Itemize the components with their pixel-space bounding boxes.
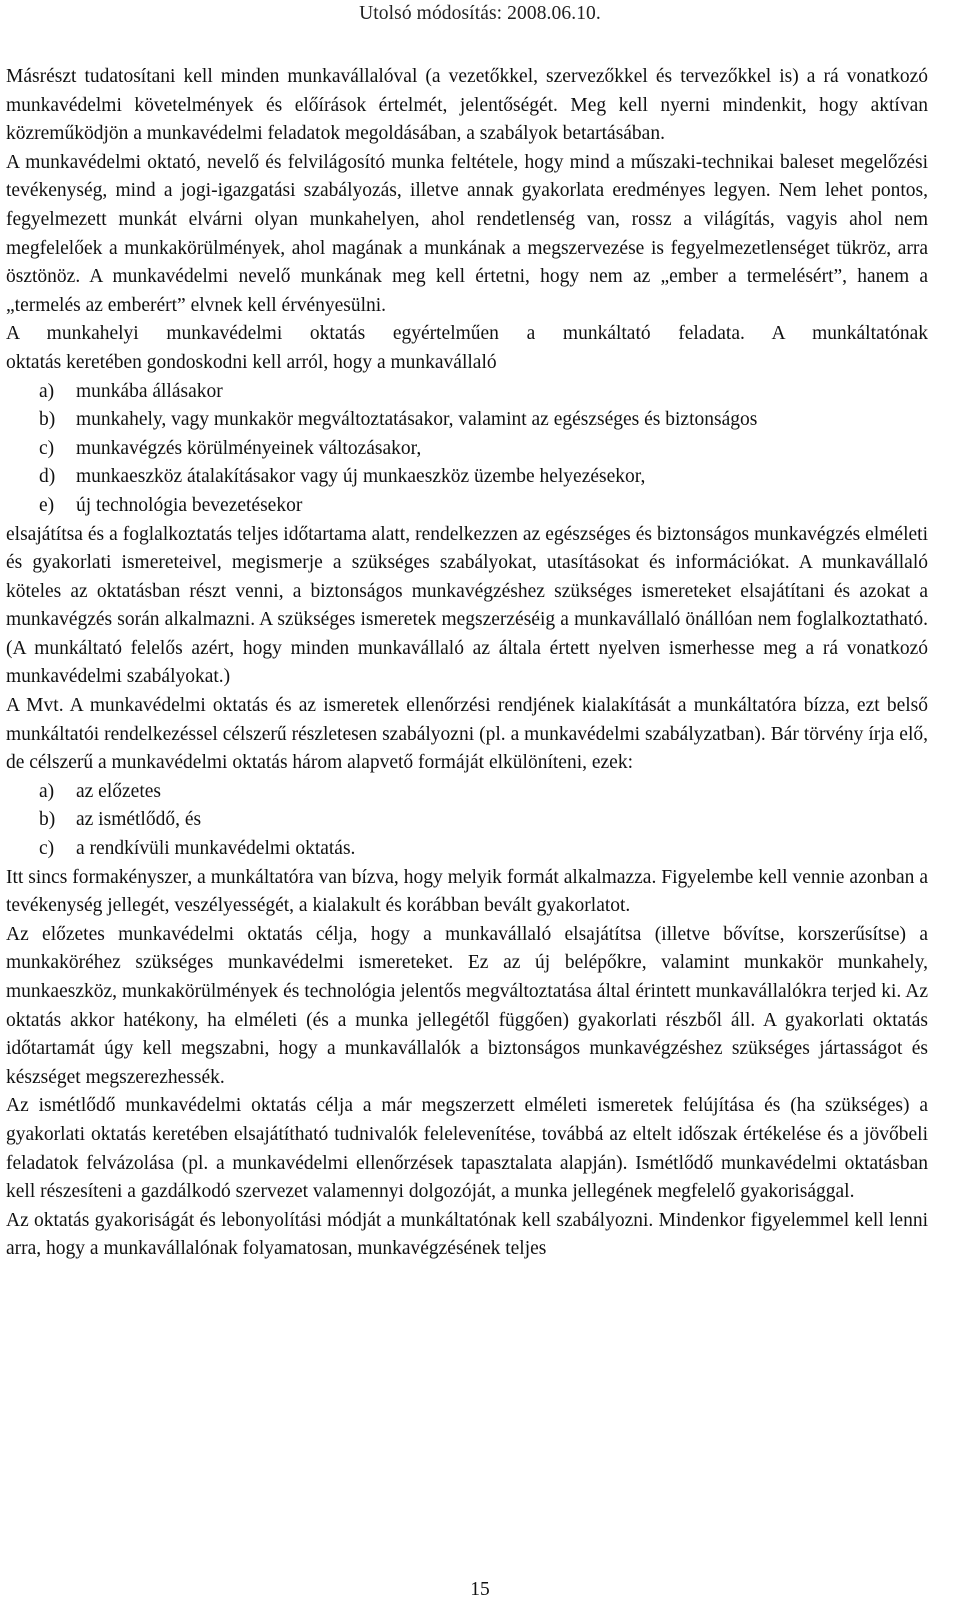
paragraph-education-conditions: A munkavédelmi oktató, nevelő és felvilágosító munka feltétele, hogy mind a műszaki-technikai baleset megelőzési tevékenység, mind a jogi-igazgatási szabályozás, illetve annak gyakorlata eredményes legyen. Nem lehet pontos, fegyelmezett munkát elvárni olyan munkahelyen, ahol rendetlenség van, rossz a világítás, vagyis ahol nem megfelelőek a munkakörülmények, ahol magának a munkának a megszervezése is fegyelmezetlenséget tükröz, arra ösztönöz. A munkavédelmi nevelő munkának meg kell értetni, hogy nem az „ember a termelésért”, hanem a „termelés az emberért” elvnek kell érvényesülni. xyxy=(6,151,928,316)
paragraph-no-form-constraint: Itt sincs formakényszer, a munkáltatóra van bízva, hogy melyik formát alkalmazza. Figyelembe kell vennie azonban a tevékenység jellegét, veszélyességét, a kialakult és korábban bevált gyakorlatot. xyxy=(6,866,928,917)
paragraph-training-frequency: Az oktatás gyakoriságát és lebonyolítási módját a munkáltatónak kell szabályozni. Mindenkor figyelemmel kell lenni arra, hogy a munkavállalónak folyamatosan, munkavégzésének teljes xyxy=(6,1209,928,1260)
list-item: b) munkahely, vagy munkakör megváltoztatásakor, valamint az egészséges és biztonságos xyxy=(39,409,758,431)
list-item: b) az ismétlődő, és xyxy=(39,809,202,831)
paragraph-knowledge-acquisition: elsajátítsa és a foglalkoztatás teljes időtartama alatt, rendelkezzen az egészséges és biztonságos munkavégzés elméleti és gyakorlati ismereteivel, megismerje a szükséges szabályokat, utasításokat és információkat. A munkavállaló köteles az oktatásban részt venni, a biztonságos munkavégzéshez szükséges ismereteket elsajátítani és azokat a munkavégzés során alkalmazni. A szükséges ismeretek megszerzéséig a munkavállaló önállóan nem foglalkoztatható. (A munkáltató felelős azért, hogy minden munkavállaló az általa értett nyelven ismerhesse meg a rá vonatkozó munkavédelmi szabályokat.) xyxy=(6,523,928,688)
document-body xyxy=(6,63,928,1264)
list-item: c) a rendkívüli munkavédelmi oktatás. xyxy=(39,838,356,860)
list-item: c) munkavégzés körülményeinek változásakor, xyxy=(39,437,422,459)
paragraph-recurring-training: Az ismétlődő munkavédelmi oktatás célja a már megszerzett elméleti ismeretek felújítása és (ha szükséges) a gyakorlati oktatás keretében elsajátítható tudnivalók felelevenítése, továbbá az eltelt időszak értékelése és a jövőbeli feladatok felvázolása (pl. a munkavédelmi ellenőrzések tapasztalata alapján). Ismétlődő munkavédelmi oktatásban kell részesíteni a gazdálkodó szervezet valamennyi dolgozóját, a munka jellegének megfelelő gyakorisággal. xyxy=(6,1095,928,1203)
page-number: 15 xyxy=(470,1579,490,1600)
paragraph-employer-duty-line1: A munkahelyi munkavédelmi oktatás egyértelműen a munkáltató feladata. A munkáltatónak xyxy=(6,323,928,345)
list-item: a) munkába állásakor xyxy=(39,380,223,402)
paragraph-preliminary-training: Az előzetes munkavédelmi oktatás célja, hogy a munkavállaló elsajátítsa (illetve bővítse, korszerűsítse) a munkaköréhez szükséges munkavédelmi ismereteket. Ez az új belépőkre, valamint munkakör munkahely, munkaeszköz, munkakörülmények és technológia jelentős megváltoztatása által érintett munkavállalókra terjed ki. Az oktatás akkor hatékony, ha elméleti (és a munka jellegétől függően) gyakorlati részből áll. A gyakorlati oktatás időtartamát úgy kell megszabni, hogy a munkavállalók a biztonságos munkavégzéshez szükséges jártasságot és készséget megszerezhessék. xyxy=(6,923,928,1088)
training-forms-list xyxy=(6,778,928,864)
list-item: d) munkaeszköz átalakításakor vagy új munkaeszköz üzembe helyezésekor, xyxy=(39,466,646,488)
list-item: a) az előzetes xyxy=(39,780,161,802)
paragraph-mvt-regulation: A Mvt. A munkavédelmi oktatás és az ismeretek ellenőrzési rendjének kialakítását a munkáltatóra bízza, ezt belső munkáltatói rendelkezéssel célszerű részletesen szabályozni (pl. a munkavédelmi szabályzatban). Bár törvény írja elő, de célszerű a munkavédelmi oktatás három alapvető formáját elkülöníteni, ezek: xyxy=(6,695,928,774)
paragraph-awareness: Másrészt tudatosítani kell minden munkavállalóval (a vezetőkkel, szervezőkkel és tervezőkkel is) a rá vonatkozó munkavédelmi követelmények és előírások értelmét, jelentőségét. Meg kell nyerni mindenkit, hogy aktívan közreműködjön a munkavédelmi feladatok megoldásában, a szabályok betartásában. xyxy=(6,66,928,145)
last-modified-header: Utolsó módosítás: 2008.06.10. xyxy=(359,3,601,24)
paragraph-employer-duty-line2: oktatás keretében gondoskodni kell arról, hogy a munkavállaló xyxy=(6,351,497,373)
list-item: e) új technológia bevezetésekor xyxy=(39,494,303,516)
training-occasions-list xyxy=(6,378,928,521)
